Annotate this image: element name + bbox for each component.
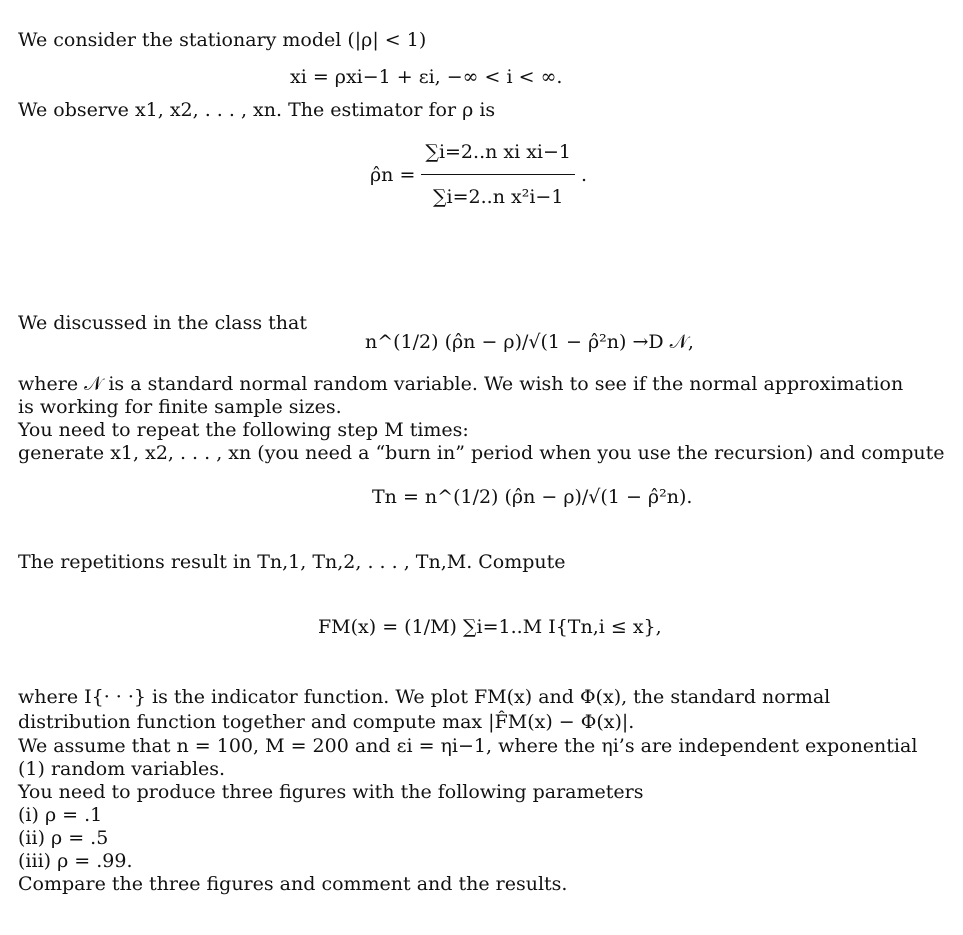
paragraph-indicator-a (18, 685, 830, 709)
compare-text: Compare the three figures and comment and the results. (18, 873, 568, 895)
paragraph-observe (18, 98, 495, 122)
estimator-numerator: ∑i=2..n xi xi−1 (421, 130, 575, 175)
equation-asymptotic-text: n^(1/2) (ρ̂n − ρ)/√(1 − ρ̂²n) →D 𝒩, (365, 331, 694, 353)
indicator-text-b: distribution function together and compute max |F̂M(x) − Φ(x)|. (18, 711, 635, 733)
paragraph-repeat (18, 418, 469, 442)
intro-text: We consider the stationary model (|ρ| < 1) (18, 29, 427, 51)
equation-empirical-cdf-text: FM(x) = (1/M) ∑i=1..M I{Tn,i ≤ x}, (318, 616, 662, 638)
normal-text-a: where 𝒩 is a standard normal random variable. We wish to see if the normal approximation (18, 373, 904, 395)
paragraph-normal-a (18, 372, 903, 396)
repeat-text: You need to repeat the following step M times: (18, 419, 469, 441)
equation-ar-model (290, 65, 562, 89)
produce-text: You need to produce three figures with the following parameters (18, 781, 644, 803)
list-item-rho-5 (18, 826, 108, 850)
paragraph-indicator-b (18, 710, 634, 734)
list-item-rho-99-text: (iii) ρ = .99. (18, 850, 133, 872)
discussed-text: We discussed in the class that (18, 312, 308, 334)
list-item-rho-99 (18, 849, 133, 873)
paragraph-produce (18, 780, 643, 804)
generate-text: generate x1, x2, . . . , xn (you need a “burn in” period when you use the recursion) and compute (18, 442, 945, 464)
paragraph-assume-a (18, 734, 917, 758)
paragraph-intro (18, 28, 426, 52)
list-item-rho-5-text: (ii) ρ = .5 (18, 827, 109, 849)
estimator-denominator: ∑i=2..n x²i−1 (432, 186, 564, 208)
observe-text: We observe x1, x2, . . . , xn. The estimator for ρ is (18, 99, 496, 121)
equation-statistic-text: Tn = n^(1/2) (ρ̂n − ρ)/√(1 − ρ̂²n). (372, 486, 693, 508)
paragraph-assume-b (18, 757, 225, 781)
list-item-rho-1 (18, 803, 102, 827)
estimator-fraction (421, 130, 575, 219)
equation-empirical-cdf (318, 615, 662, 639)
assume-text-a: We assume that n = 100, M = 200 and εi = ηi−1, where the ηi’s are independent exponential (18, 735, 918, 757)
equation-estimator-lhs: ρ̂n = (370, 163, 416, 186)
paragraph-generate (18, 441, 944, 465)
equation-estimator: ρ̂n = $\frac{\text{∑i=2..n xi xi−1}}{\text{∑i=2..n x²i−1}}$ . (370, 130, 587, 219)
assume-text-b: (1) random variables. (18, 758, 226, 780)
list-item-rho-1-text: (i) ρ = .1 (18, 804, 103, 826)
paragraph-normal-b (18, 395, 342, 419)
repetitions-text: The repetitions result in Tn,1, Tn,2, . . . , Tn,M. Compute (18, 551, 566, 573)
equation-ar-model-text: xi = ρxi−1 + εi, −∞ < i < ∞. (290, 66, 563, 88)
equation-asymptotic (365, 330, 694, 354)
equation-statistic (372, 485, 692, 509)
paragraph-repetitions (18, 550, 566, 574)
normal-text-b: is working for finite sample sizes. (18, 396, 342, 418)
paragraph-compare (18, 872, 567, 896)
paragraph-discussed (18, 311, 307, 335)
indicator-text-a: where I{· · ·} is the indicator function. We plot FM(x) and Φ(x), the standard normal (18, 686, 831, 708)
